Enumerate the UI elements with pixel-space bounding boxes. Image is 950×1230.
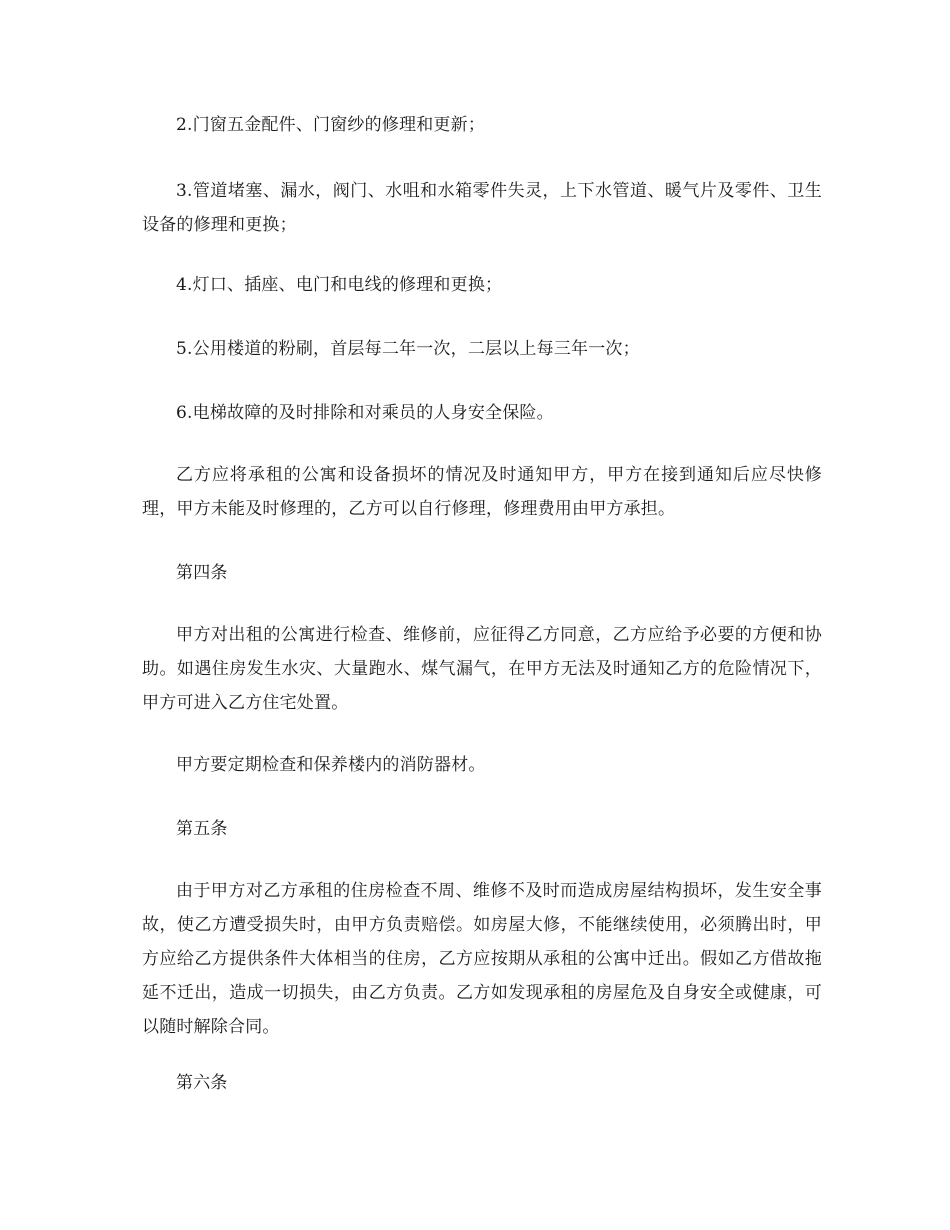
- fire-equipment-paragraph: 甲方要定期检查和保养楼内的消防器材。: [176, 755, 486, 775]
- clause-item-5: 5.公用楼道的粉刷，首层每二年一次，二层以上每三年一次；: [176, 339, 640, 359]
- article-six-heading: 第六条: [176, 1073, 228, 1093]
- repair-notice-paragraph: 乙方应将承租的公寓和设备损坏的情况及时通知甲方，甲方在接到通知后应尽快修理，甲方未能及时修理的，乙方可以自行修理，修理费用由甲方承担。: [142, 465, 822, 519]
- inspection-paragraph: 甲方对出租的公寓进行检查、维修前，应征得乙方同意，乙方应给予必要的方便和协助。如遇住房发生水灾、大量跑水、煤气漏气，在甲方无法及时通知乙方的危险情况下，甲方可进入乙方住宅处置。: [142, 625, 822, 713]
- article-five-heading: 第五条: [176, 819, 228, 839]
- compensation-paragraph: 由于甲方对乙方承租的住房检查不周、维修不及时而造成房屋结构损坏，发生安全事故，使乙方遭受损失时，由甲方负责赔偿。如房屋大修，不能继续使用，必须腾出时，甲方应给乙方提供条件大体相当的住房，乙方应按期从承租的公寓中迁出。假如乙方借故拖延不迁出，造成一切损失，由乙方负责。乙方如发现承租的房屋危及自身安全或健康，可以随时解除合同。: [142, 881, 822, 1037]
- clause-item-3: 3.管道堵塞、漏水，阀门、水咀和水箱零件失灵，上下水管道、暖气片及零件、卫生设备的修理和更换；: [142, 181, 822, 235]
- article-four-heading: 第四条: [176, 563, 228, 583]
- clause-item-2: 2.门窗五金配件、门窗纱的修理和更新；: [176, 115, 486, 135]
- clause-item-6: 6.电梯故障的及时排除和对乘员的人身安全保险。: [176, 403, 554, 423]
- clause-item-4: 4.灯口、插座、电门和电线的修理和更换；: [176, 275, 503, 295]
